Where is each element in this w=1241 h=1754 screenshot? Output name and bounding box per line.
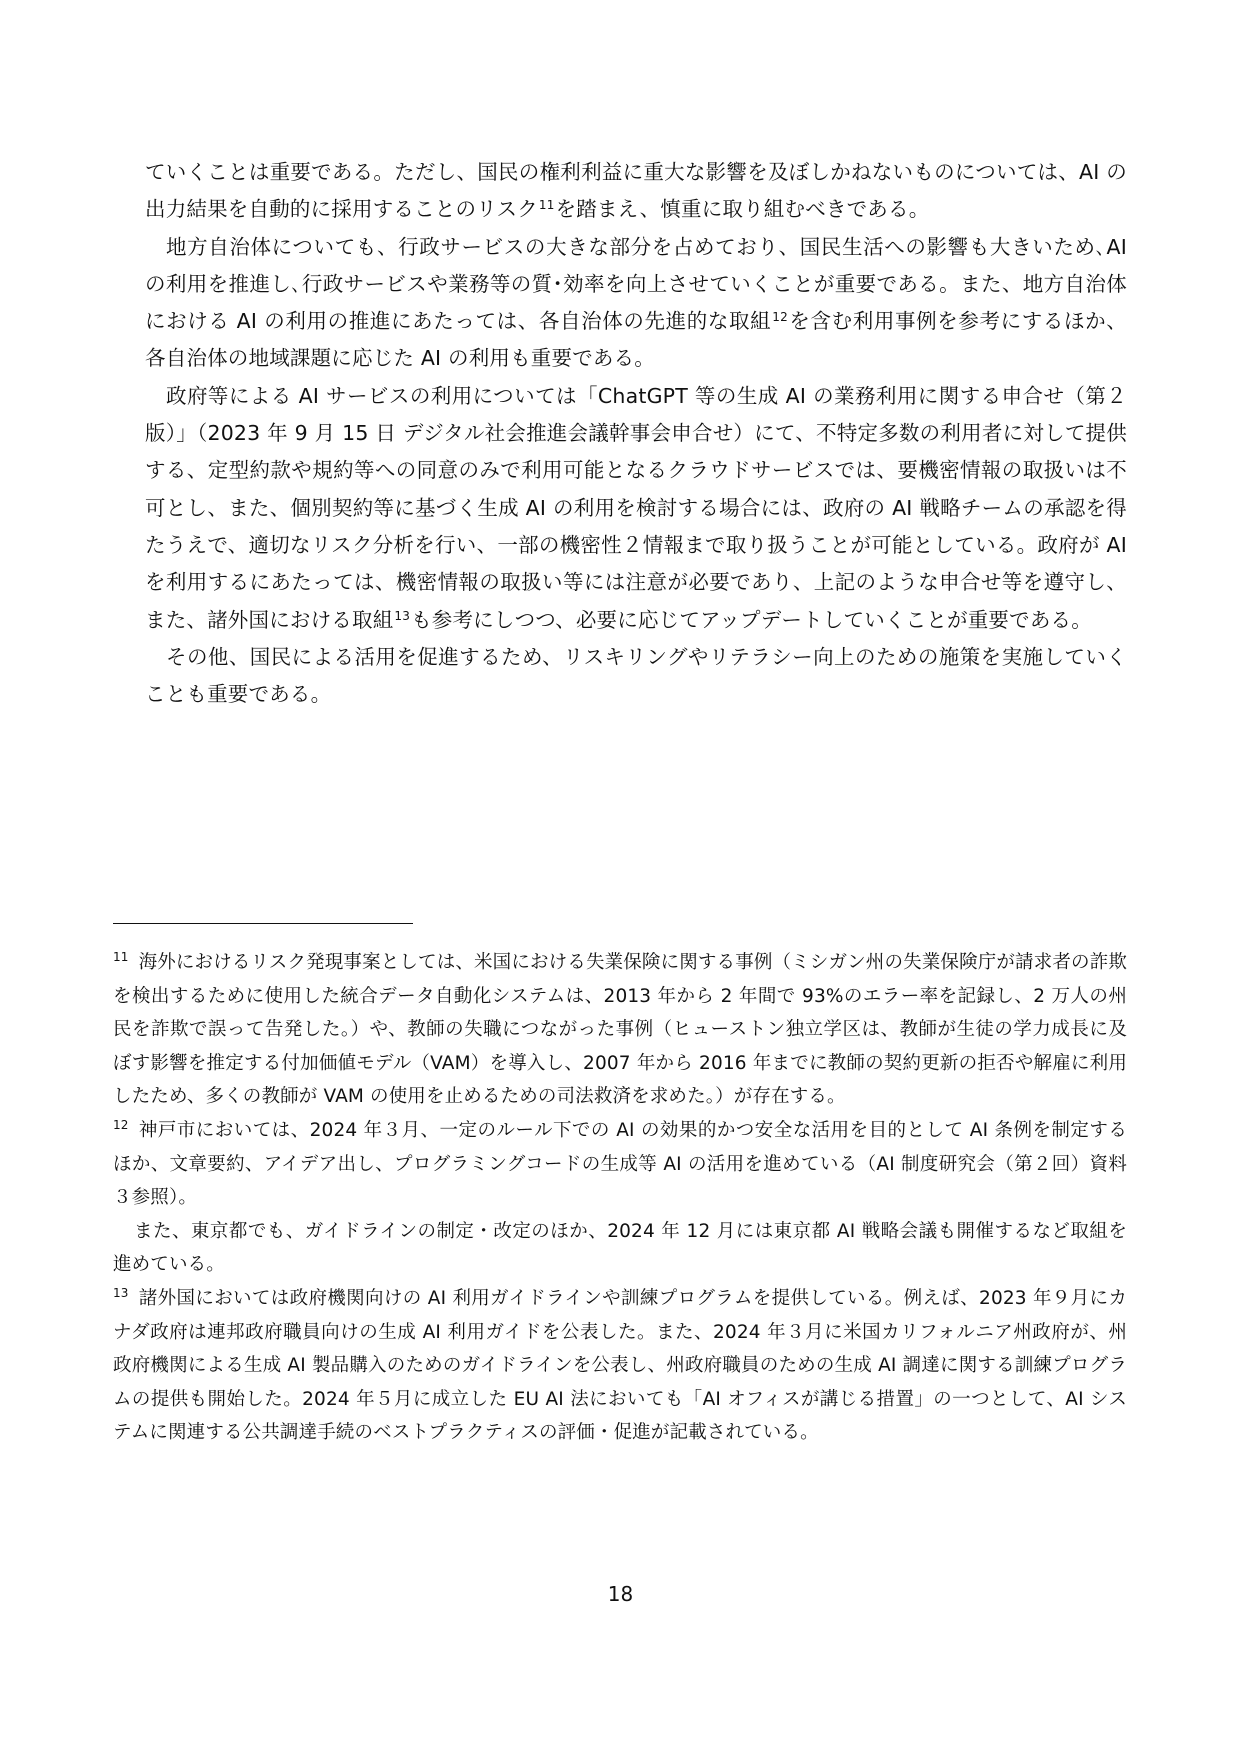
- paragraph-4: その他、国民による活用を促進するため、リスキリングやリテラシー向上のための施策を実施していくことも重要である。: [145, 644, 1127, 707]
- footnotes: [113, 946, 1127, 1450]
- body-text: [145, 154, 1127, 713]
- footnote-13-text: 諸外国においては政府機関向けの AI 利用ガイドラインや訓練プログラムを提供している。例えば、2023 年９月にカナダ政府は連邦政府職員向けの生成 AI 利用ガイドを公表した。また、2024 年３月に米国カリフォルニア州政府が、州政府機関による生成 AI 製品購入のためのガイドラインを公表し、州政府職員のための生成 AI 調達に関する訓練プログラムの提供も開始した。2024 年５月に成立した EU AI 法においても「AI オフィスが講じる措置」の一つとして、AI システムに関連する公共調達手続のベストプラクティスの評価・促進が記載されている。: [113, 1287, 1127, 1444]
- paragraph-2: [145, 229, 1127, 378]
- footnote-ref-12[interactable]: 12: [772, 310, 788, 325]
- footnote-11-text: 海外におけるリスク発現事案としては、米国における失業保険に関する事例（ミシガン州の失業保険庁が請求者の詐欺を検出するために使用した統合データ自動化システムは、2013 年から 2 年間で 93%のエラー率を記録し、2 万人の州民を詐欺で誤って告発した。）や、教師の失職につながった事例（ヒューストン独立学区は、教師が生徒の学力成長に及ぼす影響を推定する付加価値モデル（VAM）を導入し、2007 年から 2016 年までに教師の契約更新の拒否や解雇に利用したため、多くの教師が VAM の使用を止めるための司法救済を求めた。）が存在する。: [113, 952, 1127, 1108]
- footnote-13: [113, 1282, 1127, 1450]
- footnote-12-text: 神戸市においては、2024 年３月、一定のルール下での AI の効果的かつ安全な活用を目的として AI 条例を制定するほか、文章要約、アイデア出し、プログラミングコードの生成等 AI の活用を進めている（AI 制度研究会（第２回）資料３参照）。: [113, 1119, 1127, 1209]
- footnote-11: [113, 946, 1127, 1114]
- paragraph-3-text-b: も参考にしつつ、必要に応じてアップデートしていくことが重要である。: [411, 607, 1092, 632]
- paragraph-2-text-a: 地方自治体についても、行政サービスの大きな部分を占めており、国民生活への影響も大きいため､AI の利用を推進し､行政サービスや業務等の質･効率を向上させていくことが重要である。また、地方自治体における AI の利用の推進にあたっては、各自治体の先進的な取組: [145, 234, 1127, 334]
- footnote-separator: [113, 923, 413, 924]
- footnote-12: [113, 1114, 1127, 1215]
- footnote-ref-13[interactable]: 13: [394, 608, 411, 623]
- paragraph-3-text-a: 政府等による AI サービスの利用については「ChatGPT 等の生成 AI の業務利用に関する申合せ（第２版）」（2023 年 9 月 15 日 デジタル社会推進会議幹事会申合せ）にて、不特定多数の利用者に対して提供する、定型約款や規約等への同意のみで利用可能となるクラウドサービスでは、要機密情報の取扱いは不可とし、また、個別契約等に基づく生成 AI の利用を検討する場合には、政府の AI 戦略チームの承認を得たうえで、適切なリスク分析を行い、一部の機密性２情報まで取り扱うことが可能としている。政府が AI を利用するにあたっては、機密情報の取扱い等には注意が必要であり、上記のような申合せ等を遵守し、また、諸外国における取組: [145, 383, 1127, 632]
- paragraph-1: [145, 154, 1127, 229]
- paragraph-3: [145, 378, 1127, 639]
- footnote-number-13: 13: [113, 1285, 129, 1300]
- page-number: 18: [607, 1582, 634, 1606]
- paragraph-1-text-b: を踏まえ、慎重に取り組むべきである。: [555, 197, 930, 222]
- paragraph-2-text-b: を含む利用事例を参考にするほか、各自治体の地域課題に応じた AI の利用も重要である。: [145, 309, 1127, 371]
- footnote-number-12: 12: [113, 1117, 129, 1132]
- footnote-ref-11[interactable]: 11: [538, 198, 555, 213]
- paragraph-1-text-a: ていくことは重要である。ただし、国民の権利利益に重大な影響を及ぼしかねないものについては、AI の出力結果を自動的に採用することのリスク: [145, 160, 1127, 222]
- footnote-number-11: 11: [113, 950, 129, 964]
- footnote-12-continuation: また、東京都でも、ガイドラインの制定・改定のほか、2024 年 12 月には東京都 AI 戦略会議も開催するなど取組を進めている。: [113, 1220, 1127, 1276]
